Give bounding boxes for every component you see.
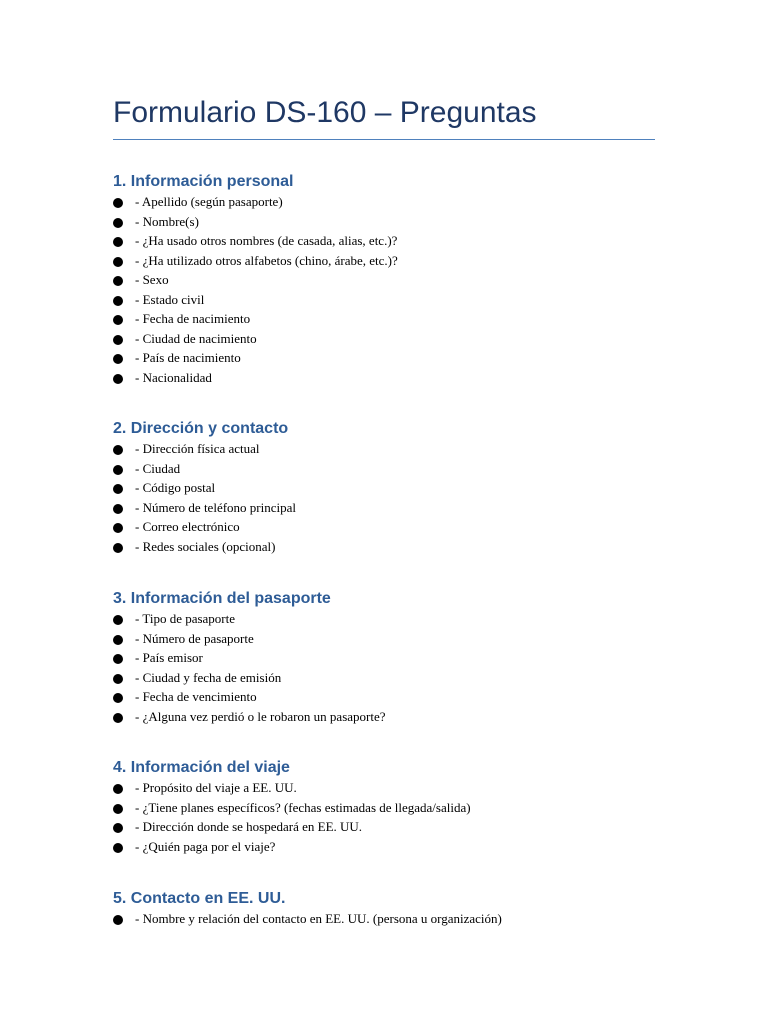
bullet-icon (113, 354, 123, 364)
list-item (113, 478, 673, 498)
question-list (113, 609, 673, 726)
section-heading: 5. Contacto en EE. UU. (113, 890, 286, 907)
list-item (113, 439, 673, 459)
list-item (113, 329, 673, 349)
question-list (113, 192, 673, 387)
bullet-icon (113, 198, 123, 208)
list-item (113, 909, 673, 929)
bullet-icon (113, 523, 123, 533)
list-item-text: - ¿Quién paga por el viaje? (135, 838, 276, 854)
list-item (113, 668, 673, 688)
list-item-text: - Sexo (135, 272, 169, 287)
list-item-text: - Dirección física actual (135, 441, 260, 456)
list-item-text: - Fecha de nacimiento (135, 311, 251, 326)
list-item-text: - Dirección donde se hospedará en EE. UU. (135, 819, 363, 834)
list-item-text: - Estado civil (135, 291, 205, 307)
section-address-contact (113, 419, 673, 556)
list-item (113, 707, 673, 727)
list-item-text: - Propósito del viaje a EE. UU. (135, 780, 297, 795)
list-item (113, 837, 673, 857)
list-item (113, 270, 673, 290)
section-passport-info (113, 589, 673, 726)
list-item-text: - Ciudad (135, 460, 181, 476)
list-item (113, 459, 673, 479)
question-list (113, 439, 673, 556)
list-item (113, 687, 673, 707)
list-item-text: - ¿Ha utilizado otros alfabetos (chino, árabe, etc.)? (135, 252, 398, 268)
list-item (113, 212, 673, 232)
bullet-icon (113, 693, 123, 703)
list-item (113, 648, 673, 668)
bullet-icon (113, 504, 123, 514)
bullet-icon (113, 784, 123, 794)
document-title: Formulario DS-160 – Preguntas (113, 96, 537, 129)
bullet-icon (113, 713, 123, 723)
list-item-text: - Nacionalidad (135, 369, 212, 385)
section-heading: 3. Información del pasaporte (113, 590, 331, 607)
bullet-icon (113, 915, 123, 925)
bullet-icon (113, 543, 123, 553)
bullet-icon (113, 315, 123, 325)
question-list (113, 909, 673, 929)
list-item-text: - Redes sociales (opcional) (135, 538, 276, 554)
list-item-text: - Apellido (según pasaporte) (135, 194, 283, 209)
list-item (113, 290, 673, 310)
bullet-icon (113, 296, 123, 306)
bullet-icon (113, 823, 123, 833)
list-item (113, 817, 673, 837)
list-item-text: - Nombre(s) (135, 213, 199, 229)
list-item (113, 609, 673, 629)
bullet-icon (113, 237, 123, 247)
bullet-icon (113, 843, 123, 853)
list-item-text: - Código postal (135, 480, 216, 495)
list-item (113, 517, 673, 537)
bullet-icon (113, 484, 123, 494)
bullet-icon (113, 804, 123, 814)
list-item-text: - Número de teléfono principal (135, 499, 296, 515)
list-item (113, 537, 673, 557)
bullet-icon (113, 276, 123, 286)
bullet-icon (113, 374, 123, 384)
bullet-icon (113, 654, 123, 664)
list-item-text: - Fecha de vencimiento (135, 689, 257, 704)
list-item-text: - Ciudad de nacimiento (135, 330, 257, 346)
list-item (113, 192, 673, 212)
list-item-text: - Correo electrónico (135, 519, 240, 534)
bullet-icon (113, 674, 123, 684)
list-item-text: - Número de pasaporte (135, 630, 254, 646)
section-heading: 4. Información del viaje (113, 759, 290, 776)
list-item-text: - País de nacimiento (135, 350, 241, 365)
section-heading: 1. Información personal (113, 173, 294, 190)
list-item (113, 231, 673, 251)
bullet-icon (113, 335, 123, 345)
list-item (113, 348, 673, 368)
bullet-icon (113, 257, 123, 267)
bullet-icon (113, 445, 123, 455)
list-item (113, 498, 673, 518)
bullet-icon (113, 465, 123, 475)
question-list (113, 778, 673, 856)
list-item (113, 778, 673, 798)
list-item-text: - Nombre y relación del contacto en EE. UU. (persona u organización) (135, 911, 502, 926)
bullet-icon (113, 218, 123, 228)
section-personal-info (113, 172, 673, 387)
list-item-text: - Tipo de pasaporte (135, 611, 236, 626)
list-item (113, 368, 673, 388)
section-us-contact (113, 889, 673, 929)
list-item (113, 309, 673, 329)
list-item-text: - Ciudad y fecha de emisión (135, 669, 282, 685)
title-underline (113, 139, 655, 140)
section-heading: 2. Dirección y contacto (113, 420, 289, 437)
list-item-text: - ¿Ha usado otros nombres (de casada, alias, etc.)? (135, 233, 398, 248)
bullet-icon (113, 635, 123, 645)
list-item (113, 629, 673, 649)
list-item (113, 251, 673, 271)
section-travel-info (113, 758, 673, 856)
bullet-icon (113, 615, 123, 625)
list-item-text: - ¿Alguna vez perdió o le robaron un pasaporte? (135, 708, 386, 724)
list-item-text: - País emisor (135, 650, 203, 665)
list-item-text: - ¿Tiene planes específicos? (fechas estimadas de llegada/salida) (135, 799, 471, 815)
list-item (113, 798, 673, 818)
